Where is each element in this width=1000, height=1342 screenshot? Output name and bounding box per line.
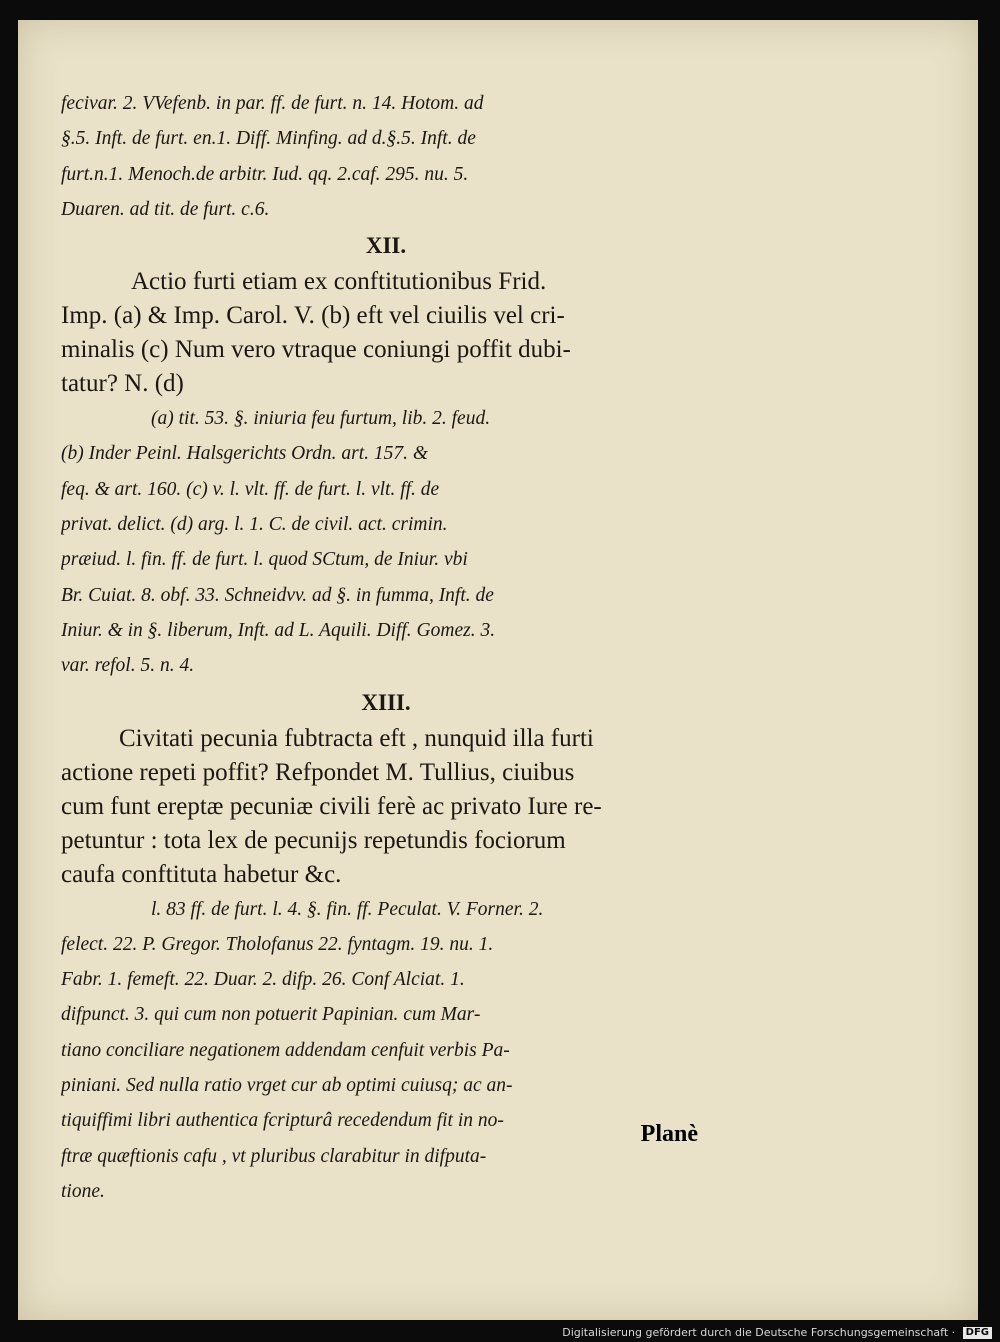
body-line: cum funt ereptæ pecuniæ civili ferè ac privato Iure re- — [61, 792, 602, 820]
footnote-line: felect. 22. P. Gregor. Tholofanus 22. fyntagm. 19. nu. 1. — [61, 933, 494, 955]
footnote-line: piniani. Sed nulla ratio vrget cur ab optimi cuiusq; ac an- — [61, 1075, 513, 1097]
footnote-line: Br. Cuiat. 8. obf. 33. Schneidvv. ad §. in fumma, Inft. de — [61, 584, 494, 606]
footnote-line: (b) Inder Peinl. Halsgerichts Ordn. art. 157. & — [61, 443, 429, 465]
footnote-line: tiquiffimi libri authentica fcripturâ recedendum fit in no- — [61, 1110, 504, 1132]
footnote-line: difpunct. 3. qui cum non potuerit Papinian. cum Mar- — [61, 1004, 481, 1026]
page-text-block — [61, 86, 711, 1209]
section-heading: XII. — [365, 233, 407, 259]
footnote-line: privat. delict. (d) arg. l. 1. C. de civil. act. crimin. — [61, 514, 448, 536]
digitization-credit — [562, 1326, 992, 1339]
body-line: Civitati pecunia fubtracta eft , nunquid illa furti — [119, 724, 594, 752]
footnote-line: §.5. Inft. de furt. en.1. Diff. Minfing. ad d.§.5. Inft. de — [61, 128, 476, 150]
body-line: Imp. (a) & Imp. Carol. V. (b) eft vel ciuilis vel cri- — [61, 302, 565, 330]
body-line: minalis (c) Num vero vtraque coniungi poffit dubi- — [61, 336, 571, 364]
footnote-line: Iniur. & in §. liberum, Inft. ad L. Aquili. Diff. Gomez. 3. — [61, 619, 496, 641]
body-line: petuntur : tota lex de pecunijs repetundis fociorum — [61, 826, 566, 854]
footnote-line: (a) tit. 53. §. iniuria feu furtum, lib. 2. feud. — [151, 408, 491, 430]
footnote-line: tiano conciliare negationem addendam cenfuit verbis Pa- — [61, 1039, 510, 1061]
section-heading: XIII. — [361, 689, 411, 715]
body-line: Actio furti etiam ex conftitutionibus Frid. — [131, 268, 547, 296]
body-line: actione repeti poffit? Refpondet M. Tullius, ciuibus — [61, 758, 575, 786]
footnote-line: var. refol. 5. n. 4. — [61, 655, 195, 677]
body-line: tatur? N. (d) — [61, 370, 184, 398]
footnote-line: fecivar. 2. VVefenb. in par. ff. de furt. n. 14. Hotom. ad — [61, 93, 484, 114]
dfg-logo-icon: DFG — [963, 1327, 992, 1339]
footnote-line: præiud. l. fin. ff. de furt. l. quod SCtum, de Iniur. vbi — [61, 549, 468, 571]
footnote-line: Fabr. 1. femeft. 22. Duar. 2. difp. 26. Conf Alciat. 1. — [61, 969, 465, 991]
body-line: caufa conftituta habetur &c. — [61, 860, 342, 888]
footnote-line: ftræ quæftionis cafu , vt pluribus clarabitur in difputa- — [61, 1145, 487, 1167]
book-page — [18, 20, 978, 1320]
credit-text: Digitalisierung gefördert durch die Deutsche Forschungsgemeinschaft · — [562, 1326, 956, 1339]
footnote-line: furt.n.1. Menoch.de arbitr. Iud. qq. 2.caf. 295. nu. 5. — [61, 163, 469, 185]
catchword: Planè — [640, 1121, 698, 1147]
footnote-line: l. 83 ff. de furt. l. 4. §. fin. ff. Peculat. V. Forner. 2. — [151, 898, 544, 920]
footnote-line: Duaren. ad tit. de furt. c.6. — [61, 198, 270, 220]
footnote-line: feq. & art. 160. (c) v. l. vlt. ff. de furt. l. vlt. ff. de — [61, 478, 440, 500]
footnote-line: tione. — [61, 1180, 105, 1202]
